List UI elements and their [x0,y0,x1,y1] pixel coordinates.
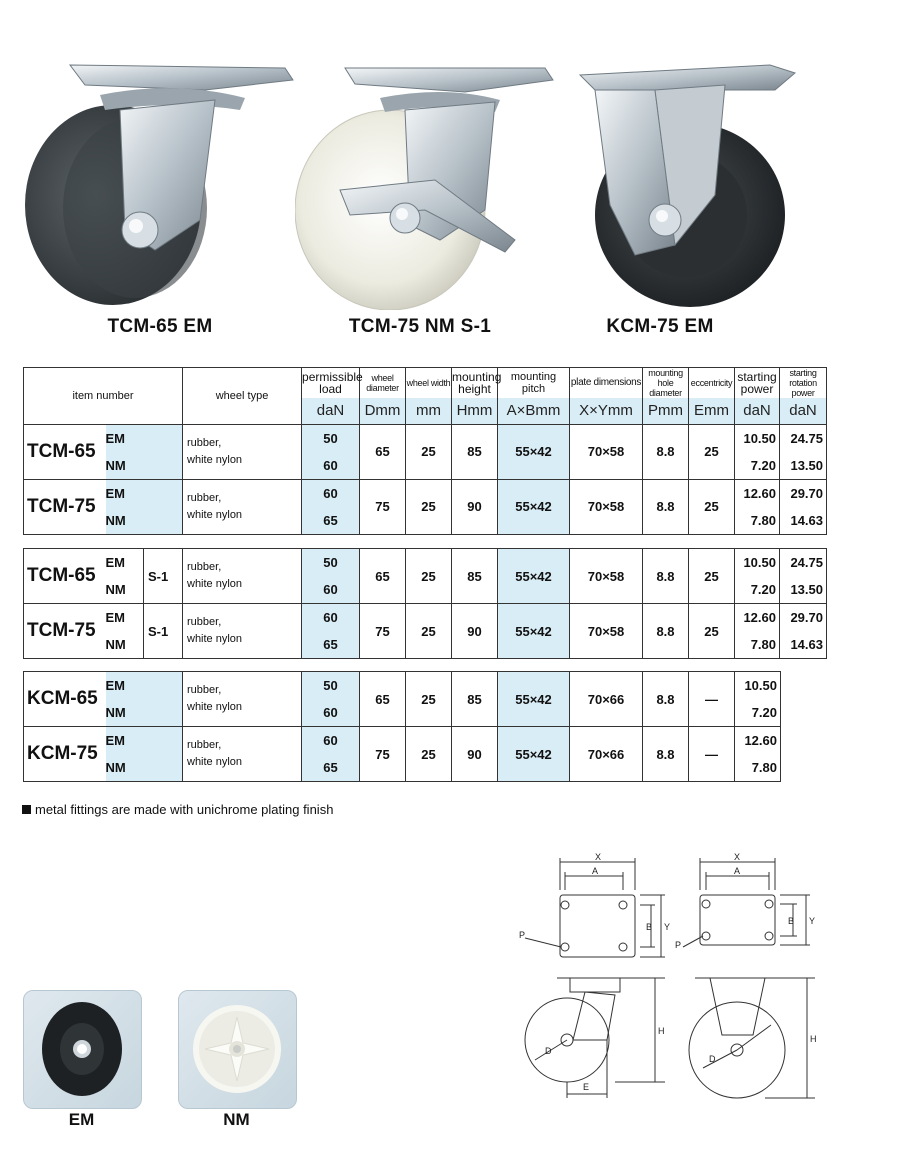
hole-cell: 8.8 [643,424,689,479]
variant-nm: NM [105,512,126,528]
height-cell: 90 [452,604,498,659]
starting-power-em: 12.60 [743,610,776,625]
starting-power-cell [735,549,780,604]
width-cell: 25 [406,424,452,479]
pitch-cell: 55×42 [498,549,570,604]
wheel-em-icon [24,991,141,1108]
table-row [24,727,781,782]
table-row [24,604,827,659]
starting-power-nm: 7.80 [750,512,777,528]
dim-label-a-rigid: A [734,866,741,876]
starting-power-cell [735,604,780,659]
model-name: KCM-75 [24,727,106,782]
variant-em: EM [105,678,125,693]
header-item-number: item number [24,368,183,425]
height-cell: 90 [452,479,498,534]
variant-codes [106,479,183,534]
variant-nm: NM [105,760,126,775]
variant-nm: NM [105,705,126,720]
load-cell [302,424,360,479]
rotation-power-nm: 14.63 [790,637,823,652]
load-em: 60 [323,733,338,748]
width-cell: 25 [406,604,452,659]
wheel-type-cell [183,727,302,782]
rotation-power-cell [780,424,827,479]
rotation-power-em: 29.70 [790,485,824,501]
variant-codes [106,604,144,659]
variant-em: EM [105,485,125,501]
starting-power-nm: 7.20 [751,705,777,720]
load-nm: 65 [323,760,338,775]
square-bullet-icon [22,805,31,814]
wheel-nm-icon [179,991,296,1108]
unit-starting-power: daN [735,398,780,424]
load-em: 50 [323,430,338,446]
variant-codes [106,672,183,727]
header-mounting-height: mounting height [452,368,498,399]
unit-diameter: Dmm [360,398,406,424]
dim-label-a: A [592,866,599,876]
unit-plate: X×Ymm [570,398,643,424]
hole-cell: 8.8 [643,479,689,534]
wheel-type-nylon: white nylon [187,633,243,645]
eccentricity-cell: 25 [689,604,735,659]
wheel-type-nylon: white nylon [187,756,243,768]
swatch-em-label: EM [68,1110,95,1129]
rigid-plate-outline [700,895,775,945]
caption-tcm65em: TCM-65 EM [107,316,213,337]
caster-photo-tcm65em [25,40,300,310]
variant-codes [106,727,183,782]
pitch-cell: 55×42 [498,479,570,534]
header-load: permissible load [302,368,360,399]
pitch-cell: 55×42 [498,604,570,659]
variant-em: EM [105,733,125,748]
variant-em: EM [105,555,125,570]
starting-power-nm: 7.20 [750,457,777,473]
starting-power-cell [735,727,781,782]
wheel-type-rubber: rubber, [187,491,222,504]
wheel-type-cell [183,604,302,659]
wheel-type-cell [183,479,302,534]
wheel-type-rubber: rubber, [187,684,222,696]
hole-cell: 8.8 [643,549,689,604]
height-cell: 90 [452,727,498,782]
plate-cell: 70×66 [570,727,643,782]
table-row [24,424,827,479]
dim-label-p: P [519,930,526,940]
eccentricity-cell: 25 [689,479,735,534]
dim-label-y: Y [664,922,671,932]
swatch-nm-label: NM [223,1110,250,1129]
wheel-type-rubber: rubber, [187,739,222,751]
height-cell: 85 [452,424,498,479]
load-em: 60 [323,485,338,501]
table-row [24,672,781,727]
dim-label-x-rigid: X [734,852,741,862]
caption-kcm75em: KCM-75 EM [606,316,714,337]
dim-label-x: X [595,852,602,862]
header-wheel-width: wheel width [406,368,452,399]
swatch-em [23,990,142,1109]
caster-photo-kcm75em [575,55,800,310]
unit-width: mm [406,398,452,424]
load-nm: 60 [323,457,338,473]
width-cell: 25 [406,549,452,604]
wheel-type-nylon: white nylon [187,508,243,521]
dim-label-d: D [545,1046,552,1056]
header-starting-power: starting power [735,368,780,399]
load-em: 50 [323,555,338,570]
plate-cell: 70×58 [570,479,643,534]
dim-label-e: E [583,1082,590,1092]
variant-em: EM [105,430,125,446]
wheel-type-rubber: rubber, [187,561,222,573]
starting-power-cell [735,672,781,727]
dim-label-b: B [646,922,653,932]
height-cell: 85 [452,549,498,604]
dim-label-p-rigid: P [675,940,682,950]
header-rotation-power: starting rotation power [780,368,827,399]
starting-power-em: 10.50 [743,430,777,446]
width-cell: 25 [406,479,452,534]
spec-table-tcm-s1 [23,548,827,659]
eccentricity-cell: 25 [689,549,735,604]
rotation-power-nm: 14.63 [790,512,824,528]
variant-codes [106,424,183,479]
header-plate-dimensions: plate dimensions [570,368,643,399]
hole-cell: 8.8 [643,727,689,782]
plate-cell: 70×58 [570,604,643,659]
variant-nm: NM [105,457,126,473]
pitch-cell: 55×42 [498,672,570,727]
dim-label-h: H [658,1026,665,1036]
starting-power-em: 12.60 [743,485,777,501]
unit-load: daN [302,398,360,424]
rotation-power-nm: 13.50 [790,582,823,597]
pitch-cell: 55×42 [498,424,570,479]
starting-power-cell [735,424,780,479]
hole-cell: 8.8 [643,604,689,659]
load-em: 50 [323,678,338,693]
spec-table-tcm [23,367,827,535]
variant-nm: NM [105,582,126,597]
diameter-cell: 75 [360,727,406,782]
wheel-type-nylon: white nylon [187,701,243,713]
load-cell [302,727,360,782]
unit-eccentricity: Emm [689,398,735,424]
width-cell: 25 [406,672,452,727]
diameter-cell: 75 [360,604,406,659]
load-cell [302,604,360,659]
dim-label-y-rigid: Y [809,916,816,926]
load-em: 60 [323,610,338,625]
plating-note-text: metal fittings are made with unichrome plating finish [35,802,334,817]
header-eccentricity: eccentricity [689,368,735,399]
rotation-power-cell [780,549,827,604]
header-wheel-type: wheel type [183,368,302,425]
load-nm: 60 [323,705,338,720]
plating-note [22,802,333,817]
table-row [24,479,827,534]
dim-label-d-rigid: D [709,1054,716,1064]
starting-power-nm: 7.80 [750,637,776,652]
unit-height: Hmm [452,398,498,424]
dim-label-b-rigid: B [788,916,795,926]
hole-cell: 8.8 [643,672,689,727]
model-name: KCM-65 [24,672,106,727]
diameter-cell: 65 [360,549,406,604]
variant-nm: NM [105,637,126,652]
pitch-cell: 55×42 [498,727,570,782]
brake-suffix: S-1 [144,549,183,604]
eccentricity-cell: — [689,672,735,727]
dim-label-h-rigid: H [810,1034,817,1044]
variant-codes [106,549,144,604]
plate-cell: 70×58 [570,549,643,604]
swivel-plate-outline [560,895,635,957]
header-wheel-diameter: wheel diameter [360,368,406,399]
spec-table-kcm [23,671,781,782]
starting-power-cell [735,479,780,534]
unit-hole: Pmm [643,398,689,424]
plate-cell: 70×66 [570,672,643,727]
load-cell [302,672,360,727]
diameter-cell: 65 [360,672,406,727]
header-mounting-pitch: mounting pitch [498,368,570,399]
rotation-power-nm: 13.50 [790,457,824,473]
diameter-cell: 65 [360,424,406,479]
height-cell: 85 [452,672,498,727]
table-row [24,549,827,604]
wheel-type-rubber: rubber, [187,436,222,449]
load-nm: 65 [323,512,338,528]
wheel-type-cell [183,549,302,604]
rotation-power-em: 24.75 [790,430,824,446]
eccentricity-cell: — [689,727,735,782]
rotation-power-em: 24.75 [790,555,823,570]
eccentricity-cell: 25 [689,424,735,479]
starting-power-em: 10.50 [744,678,777,693]
starting-power-em: 10.50 [743,555,776,570]
model-name: TCM-65 [24,549,106,604]
wheel-type-cell [183,672,302,727]
rotation-power-em: 29.70 [790,610,823,625]
dimension-drawings [515,850,835,1110]
wheel-type-rubber: rubber, [187,616,222,628]
wheel-type-nylon: white nylon [187,453,243,466]
load-nm: 65 [323,637,338,652]
wheel-type-cell [183,424,302,479]
caster-photo-tcm75nms1 [295,40,555,310]
swatch-nm [178,990,297,1109]
brake-suffix: S-1 [144,604,183,659]
starting-power-nm: 7.80 [751,760,777,775]
width-cell: 25 [406,727,452,782]
caption-tcm75nms1: TCM-75 NM S-1 [348,316,492,337]
diameter-cell: 75 [360,479,406,534]
variant-em: EM [105,610,125,625]
load-cell [302,479,360,534]
model-name: TCM-75 [24,479,106,534]
model-name: TCM-65 [24,424,106,479]
model-name: TCM-75 [24,604,106,659]
header-hole-diameter: mounting hole diameter [643,368,689,399]
load-nm: 60 [323,582,338,597]
rotation-power-cell [780,479,827,534]
plate-cell: 70×58 [570,424,643,479]
unit-pitch: A×Bmm [498,398,570,424]
starting-power-nm: 7.20 [750,582,776,597]
load-cell [302,549,360,604]
wheel-type-nylon: white nylon [187,578,243,590]
rotation-power-cell [780,604,827,659]
starting-power-em: 12.60 [744,733,777,748]
unit-rotation-power: daN [780,398,827,424]
